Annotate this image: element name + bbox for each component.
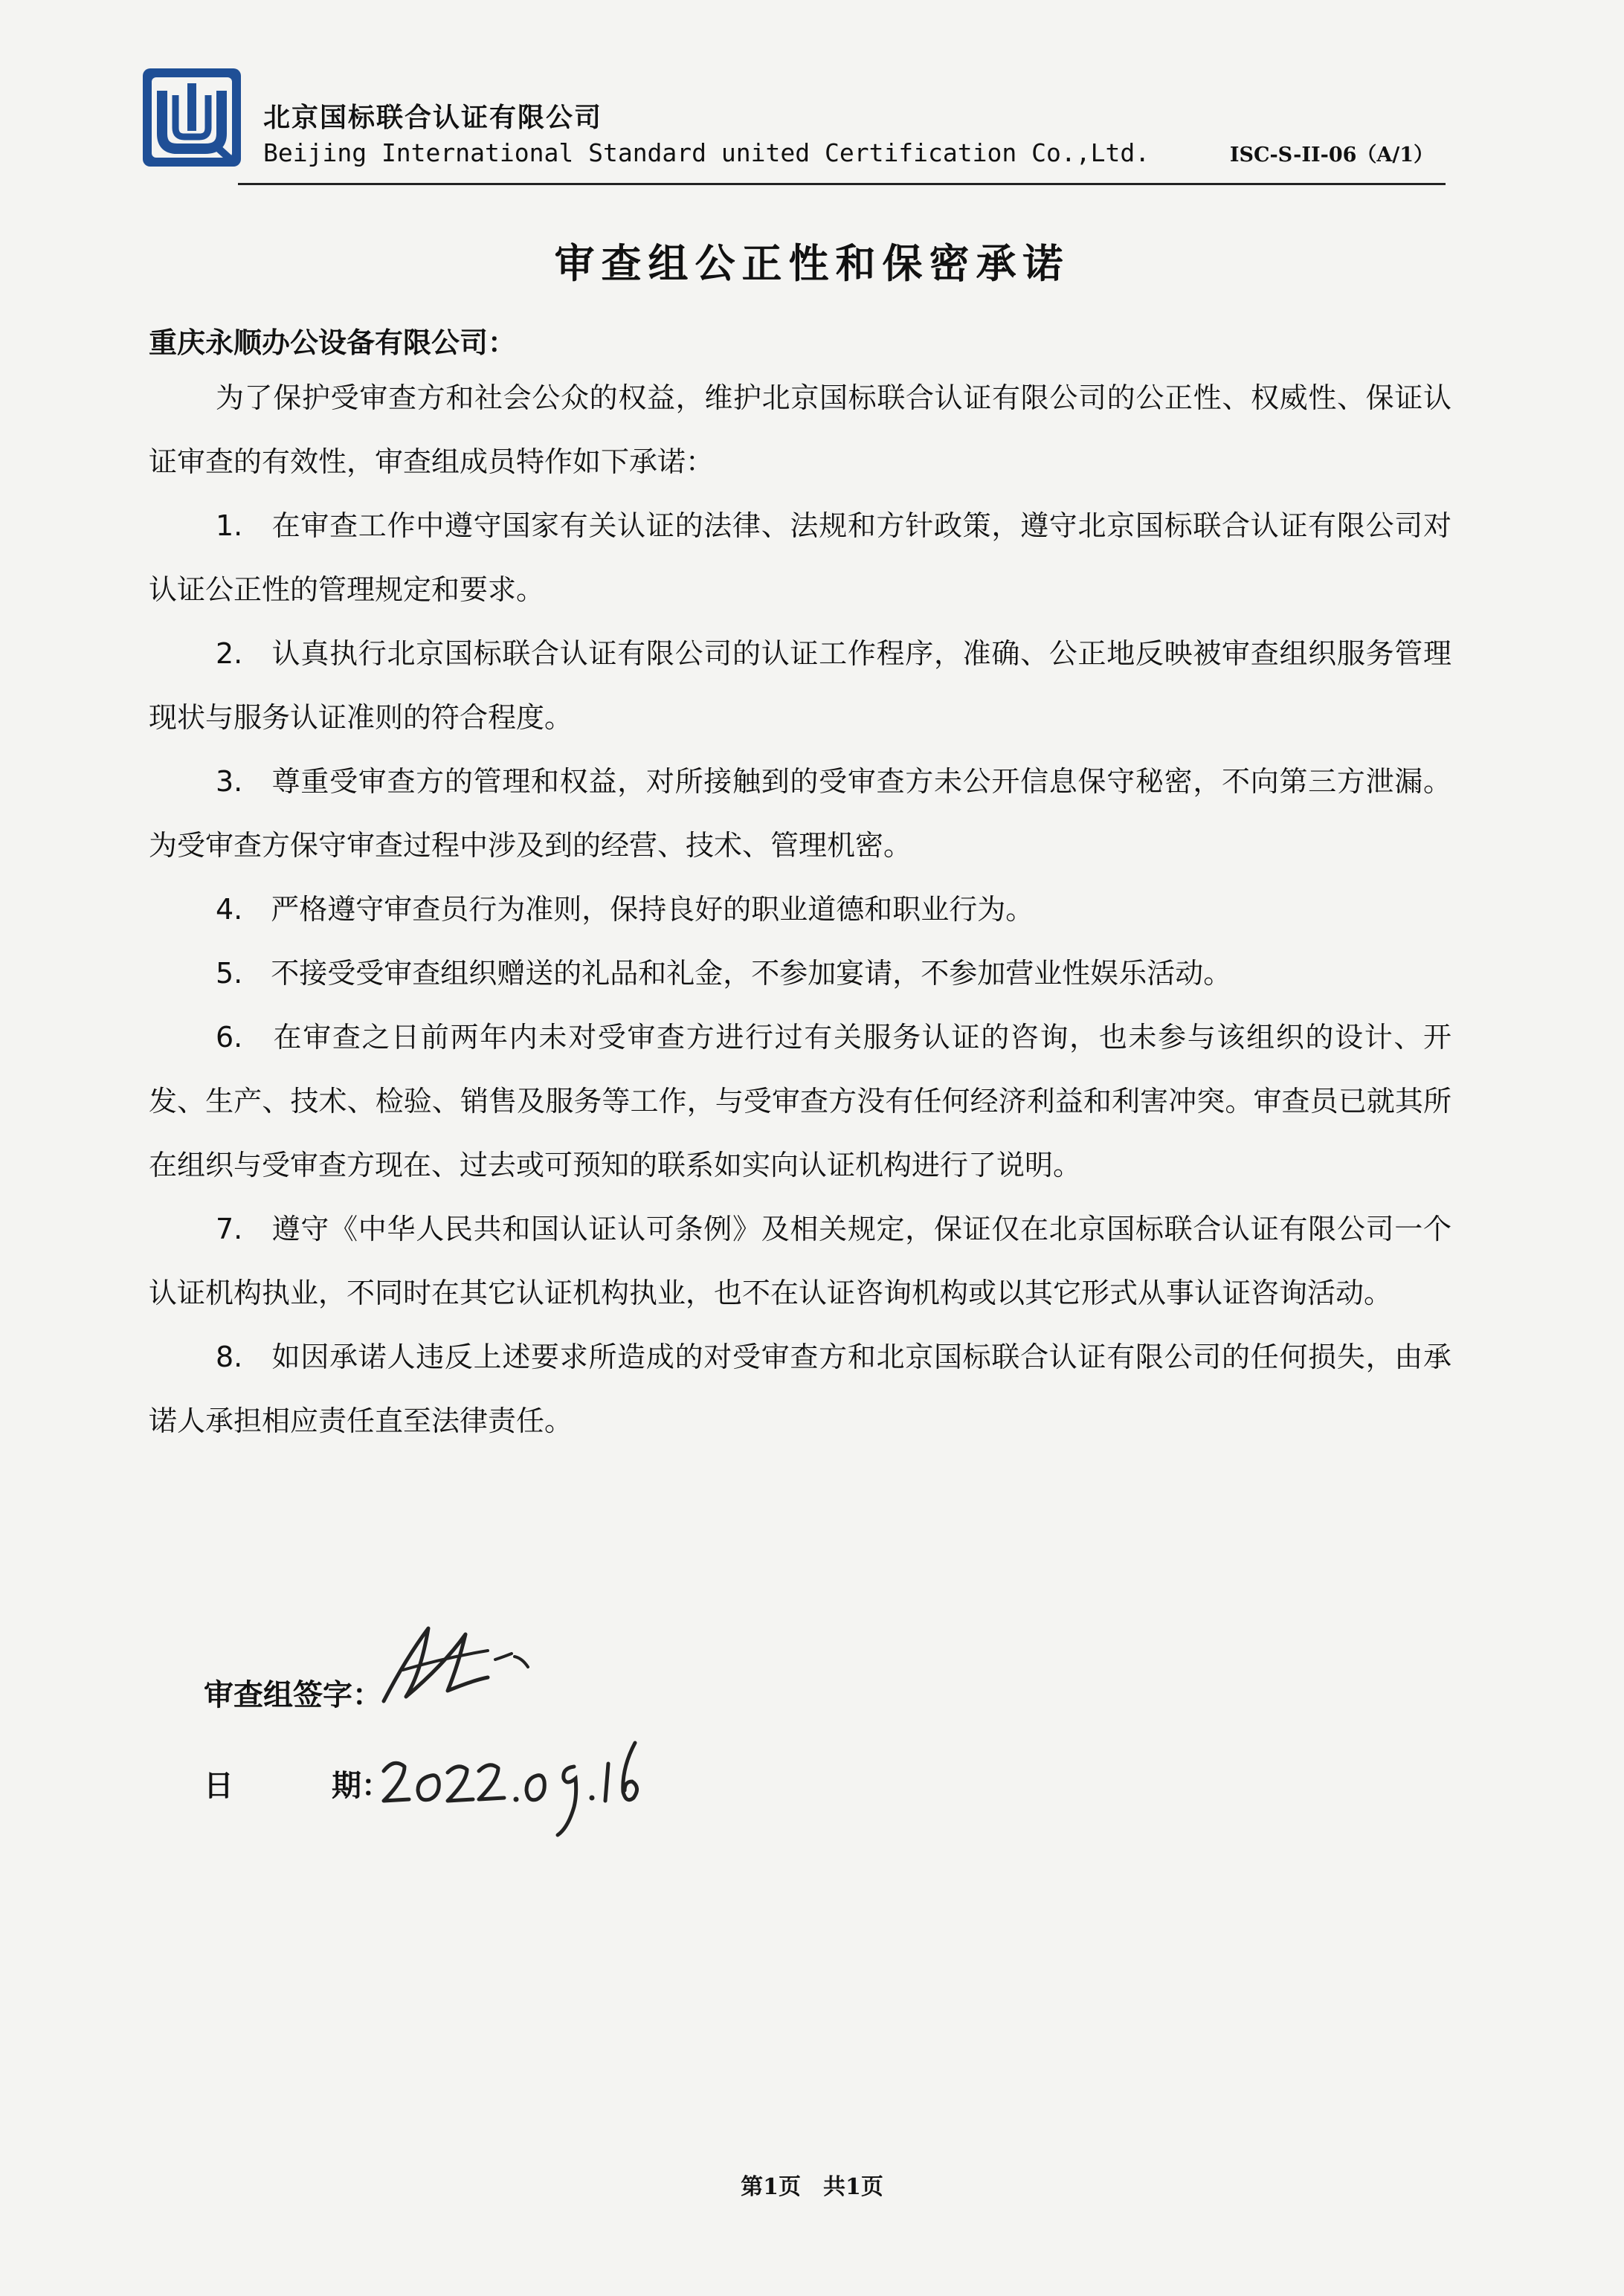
commitment-item-3: 3. 尊重受审查方的管理和权益，对所接触到的受审查方未公开信息保守秘密，不向第三方泄漏。为受审查方保守审查过程中涉及到的经营、技术、管理机密。 [149, 765, 1451, 862]
commitment-item-7: 7. 遵守《中华人民共和国认证认可条例》及相关规定，保证仅在北京国标联合认证有限公司一个认证机构执业，不同时在其它认证机构执业，也不在认证咨询机构或以其它形式从事认证咨询活动。 [149, 1213, 1451, 1309]
body-text [149, 366, 1451, 1453]
page-number: 第1页 共1页 [741, 2174, 883, 2200]
header-divider [238, 183, 1446, 185]
commitment-item-4: 4. 严格遵守审查员行为准则，保持良好的职业道德和职业行为。 [216, 893, 1034, 926]
company-name-cn: 北京国标联合认证有限公司 [263, 103, 603, 133]
salutation: 重庆永顺办公设备有限公司： [149, 326, 517, 359]
signature-label: 审查组签字： [204, 1678, 382, 1712]
company-name-en: Beijing International Standard united Certification Co.,Ltd. [263, 138, 1150, 167]
commitment-item-5: 5. 不接受受审查组织赠送的礼品和礼金，不参加宴请，不参加营业性娱乐活动。 [216, 957, 1232, 990]
letterhead [140, 64, 1446, 187]
document-code: ISC-S-II-06（A/1） [1229, 144, 1434, 167]
isc-logo-icon [140, 65, 244, 170]
handwritten-date [379, 1732, 647, 1844]
commitment-item-1: 1. 在审查工作中遵守国家有关认证的法律、法规和方针政策，遵守北京国标联合认证有限公司对认证公正性的管理规定和要求。 [149, 509, 1451, 606]
handwritten-signature [376, 1613, 532, 1718]
commitment-item-8: 8. 如因承诺人违反上述要求所造成的对受审查方和北京国标联合认证有限公司的任何损失，由承诺人承担相应责任直至法律责任。 [149, 1341, 1451, 1437]
document-page: 北京国标联合认证有限公司 Beijing International Standard united Certification Co.,Ltd. ISC-S-II-06（A/1） 审查组公正性和保密承诺 重庆永顺办公设备有限公司： 为了保护受审查方和社会公众的权益，维护北京国标联合认证有限公司的公正性、权威性、保证认证审查的有效性，审查组成员特作如下承诺： 1. 在审查工作中遵守国家有关认证的法律、法规和方针政策，遵守北京国标联合认证有限公司对认证公正性的管理规定和要求。 2. 认真执行北京国标联合认证有限公司的认证工作程序，准确、公正地反映被审查组织服务管理现状与服务认证准则的符合程度。 3. 尊重受审查方的管理和权益，对所接触到的受审查方未公开信息保守秘密，不向第三方泄漏。为受审查方保守审查过程中涉及到的经营、技术、管理机密。 4. 严格遵守审查员行为准则，保持良好的职业道德和职业行为。 5. 不接受受审查组织赠送的礼品和礼金，不参加宴请，不参加营业性娱乐活动。 6. 在审查之日前两年内未对受审查方进行过有关服务认证的咨询，也未参与该组织的设计、开发、生产、技术、检验、销售及服务等工作，与受审查方没有任何经济利益和利害冲突。审查员已就其所在组织与受审查方现在、过去或可预知的联系如实向认证机构进行了说明。 7. 遵守《中华人民共和国认证认可条例》及相关规定，保证仅在北京国标联合认证有限公司一个认证机构执业，不同时在其它认证机构执业，也不在认证咨询机构或以其它形式从事认证咨询活动。 8. 如因承诺人违反上述要求所造成的对受审查方和北京国标联合认证有限公司的任何损失，由承诺人承担相应责任直至法律责任。 审查组签字： 日 期： 第1页 共1页 [0, 0, 1624, 2296]
commitment-item-6: 6. 在审查之日前两年内未对受审查方进行过有关服务认证的咨询，也未参与该组织的设计、开发、生产、技术、检验、销售及服务等工作，与受审查方没有任何经济利益和利害冲突。审查员已就其所在组织与受审查方现在、过去或可预知的联系如实向认证机构进行了说明。 [149, 1021, 1451, 1181]
document-title: 审查组公正性和保密承诺 [554, 240, 1070, 287]
commitment-item-2: 2. 认真执行北京国标联合认证有限公司的认证工作程序，准确、公正地反映被审查组织服务管理现状与服务认证准则的符合程度。 [149, 637, 1451, 734]
intro-paragraph: 为了保护受审查方和社会公众的权益，维护北京国标联合认证有限公司的公正性、权威性、保证认证审查的有效性，审查组成员特作如下承诺： [149, 381, 1451, 478]
